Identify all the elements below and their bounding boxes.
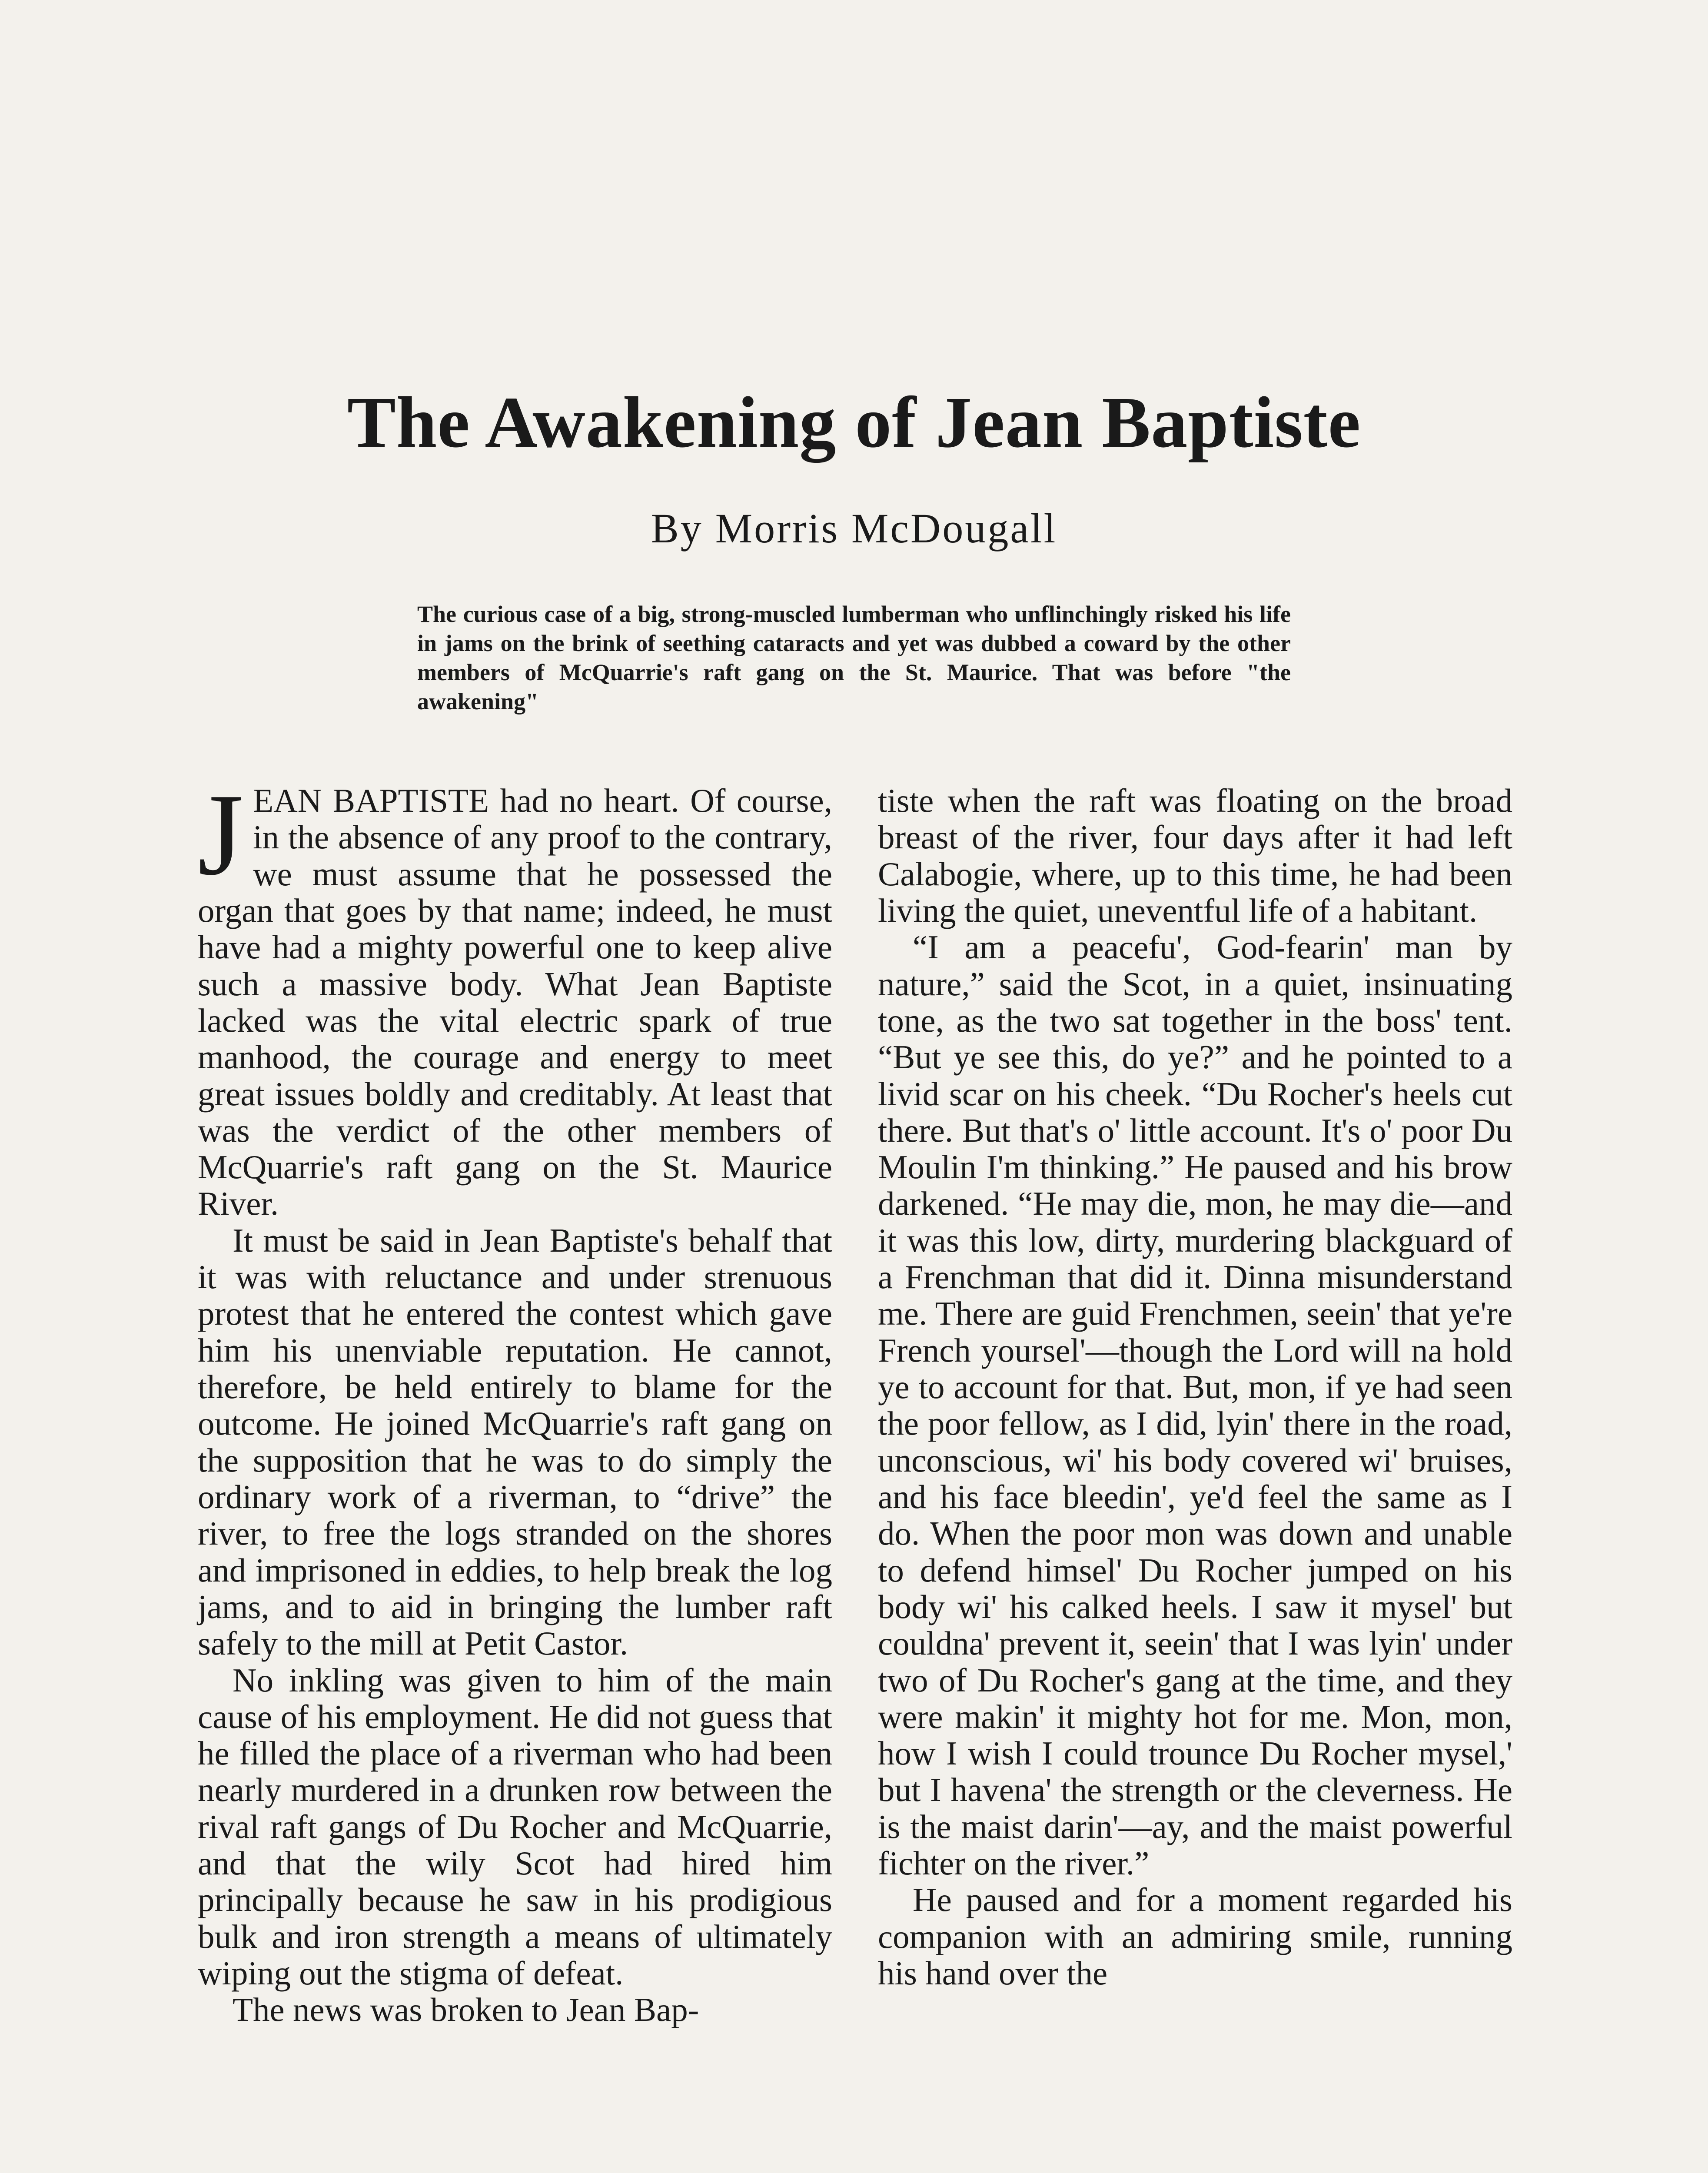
paragraph: The news was broken to Jean Bap- <box>233 1991 699 2029</box>
paragraph: JEAN BAPTISTE had no heart. Of course, in the absence of any proof to the contrary, we must assume that he possessed the organ that goes by that name; indeed, he must have had a mighty powerful one to keep alive such a massive body. What Jean Baptiste lacked was the vital electric spark of true manhood, the courage and energy to meet great issues boldly and creditably. At least that was the verdict of the other members of McQuarrie's raft gang on the St. Maurice River. <box>198 770 832 1223</box>
paragraph: It must be said in Jean Baptiste's behalf that it was with reluctance and under strenuous protest that he entered the contest which gave him his unenviable reputation. He cannot, therefore, be held entirely to blame for the outcome. He joined McQuarrie's raft gang on the supposition that he was to do simply the ordinary work of a riverman, to “drive” the river, to free the logs stranded on the shores and imprisoned in eddies, to help break the log jams, and to aid in bringing the lumber raft safely to the mill at Petit Castor. <box>198 1221 832 1662</box>
right-column <box>878 782 1512 1991</box>
paragraph: tiste when the raft was floating on the broad breast of the river, four days after it had left Calabogie, where, up to this time, he had been living the quiet, uneventful life of a habitant. <box>878 782 1512 929</box>
article-title: The Awakening of Jean Baptiste <box>347 382 1361 463</box>
left-column <box>198 770 832 2029</box>
byline: By Morris McDougall <box>651 505 1057 552</box>
paragraph: He paused and for a moment regarded his companion with an admiring smile, running his hand over the <box>878 1881 1512 1992</box>
paragraph: No inkling was given to him of the main cause of his employment. He did not guess that he filled the place of a riverman who had been nearly murdered in a drunken row between the rival raft gangs of Du Rocher and McQuarrie, and that the wily Scot had hired him principally because he saw in his prodigious bulk and iron strength a means of ultimately wiping out the stigma of defeat. <box>198 1661 832 1992</box>
paragraph: “I am a peacefu', God-fearin' man by nature,” said the Scot, in a quiet, insinuating tone, as the two sat together in the boss' tent. “But ye see this, do ye?” and he pointed to a livid scar on his cheek. “Du Rocher's heels cut there. But that's o' little account. It's o' poor Du Moulin I'm thinking.” He paused and his brow darkened. “He may die, mon, he may die—and it was this low, dirty, murdering blackguard of a Frenchman that did it. Dinna misunderstand me. There are guid Frenchmen, seein' that ye're French yoursel'—though the Lord will na hold ye to account for that. But, mon, if ye had seen the poor fellow, as I did, lyin' there in the road, unconscious, wi' his body covered wi' bruises, and his face bleedin', ye'd feel the same as I do. When the poor mon was down and unable to defend himsel' Du Rocher jumped on his body wi' his calked heels. I saw it mysel' but couldna' prevent it, seein' that I was lyin' under two of Du Rocher's gang at the time, and they were makin' it mighty hot for me. Mon, mon, how I wish I could trounce Du Rocher mysel,' but I havena' the strength or the cleverness. He is the maist darin'—ay, and the maist powerful fichter on the river.” <box>878 928 1512 1882</box>
article-deck: The curious case of a big, strong-muscled lumberman who unflinchingly risked his life in jams on the brink of seething cataracts and yet was dubbed a coward by the other members of McQuarrie's raft gang on the St. Maurice. That was before "the awakening" <box>417 601 1291 714</box>
drop-cap: J <box>198 770 244 900</box>
